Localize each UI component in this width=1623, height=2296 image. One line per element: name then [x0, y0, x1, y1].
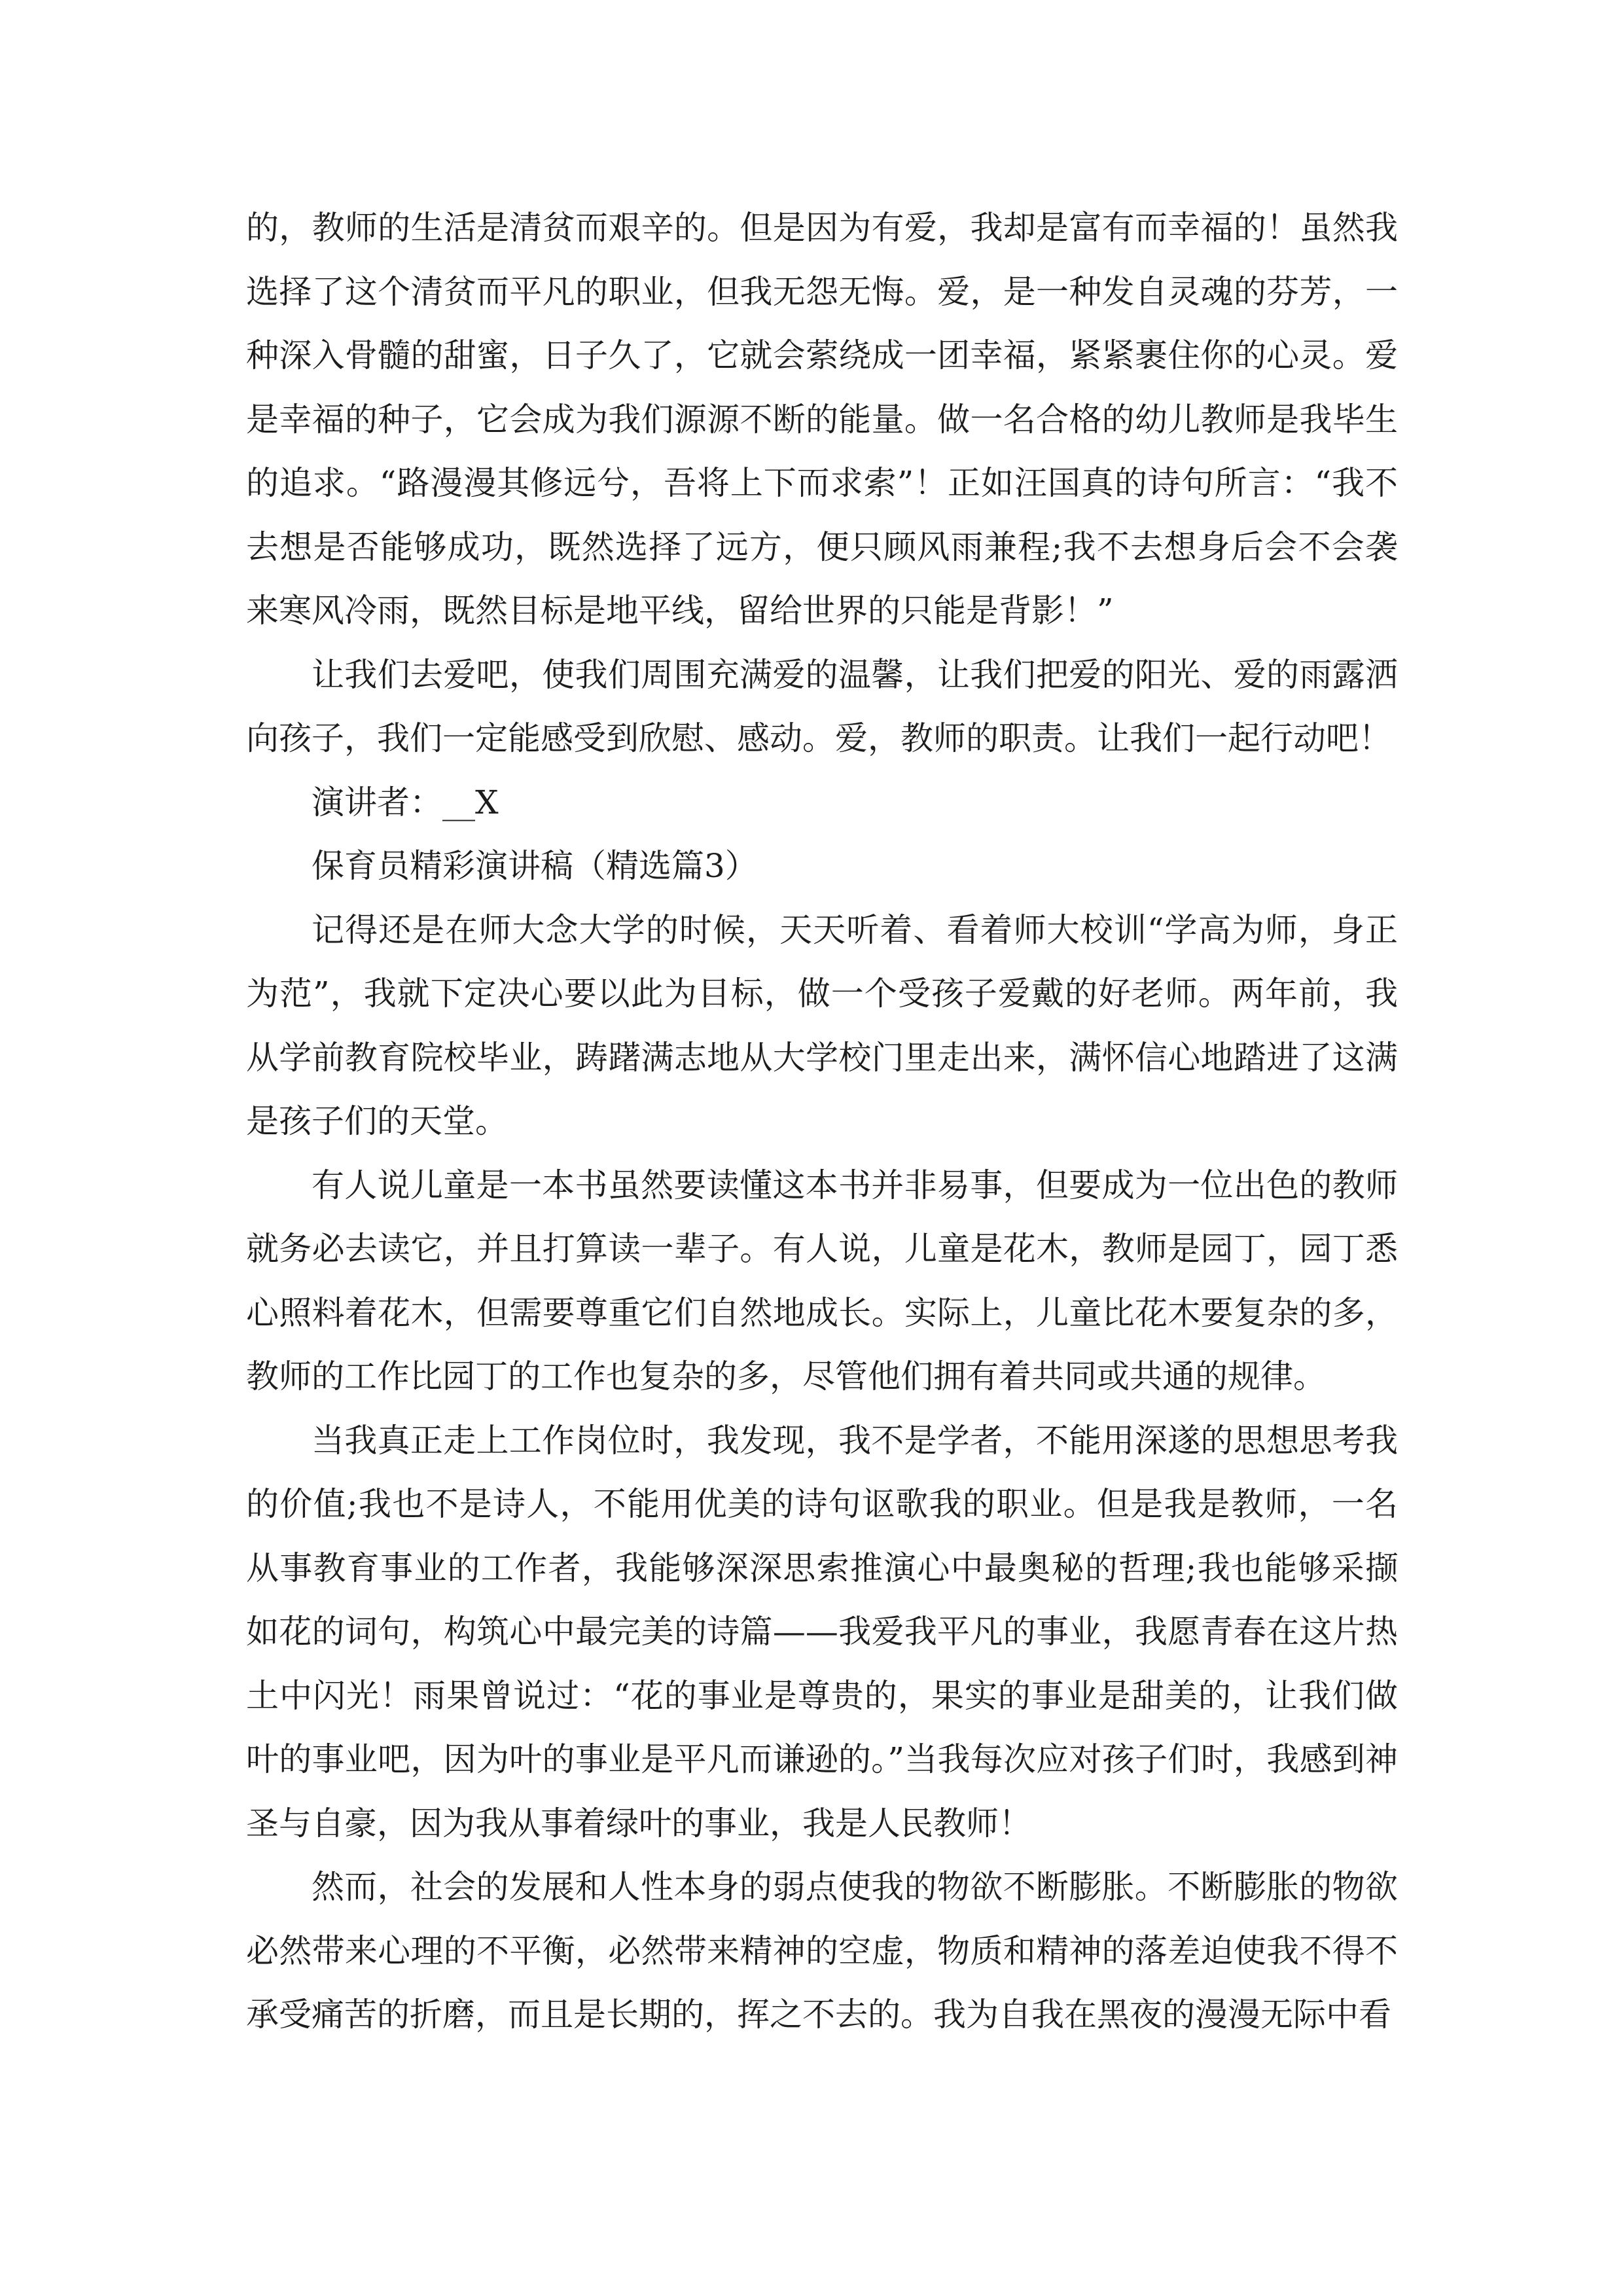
paragraph-love-call: 让我们去爱吧，使我们周围充满爱的温馨，让我们把爱的阳光、爱的雨露洒向孩子，我们一定能感受到欣慰、感动。爱，教师的职责。让我们一起行动吧！: [246, 655, 1398, 757]
section-title: 保育员精彩演讲稿（精选篇3）: [312, 847, 758, 885]
document-body: [246, 196, 1398, 2047]
speaker-line: 演讲者：__X: [312, 783, 499, 821]
paragraph-children-book: 有人说儿童是一本书虽然要读懂这本书并非易事，但要成为一位出色的教师就务必去读它，并且打算读一辈子。有人说，儿童是花木，教师是园丁，园丁悉心照料着花木，但需要尊重它们自然地成长。实际上，儿童比花木要复杂的多，教师的工作比园丁的工作也复杂的多，尽管他们拥有着共同或共通的规律。: [246, 1166, 1398, 1395]
paragraph-university: 记得还是在师大念大学的时候，天天听着、看着师大校训“学高为师，身正为范”，我就下定决心要以此为目标，做一个受孩子爱戴的好老师。两年前，我从学前教育院校毕业，踌躇满志地从大学校门里走出来，满怀信心地踏进了这满是孩子们的天堂。: [246, 910, 1398, 1140]
paragraph-teacher-value: 当我真正走上工作岗位时，我发现，我不是学者，不能用深遂的思想思考我的价值;我也不是诗人，不能用优美的诗句讴歌我的职业。但是我是教师，一名从事教育事业的工作者，我能够深深思索推演心中最奥秘的哲理;我也能够采撷如花的词句，构筑心中最完美的诗篇——我爱我平凡的事业，我愿青春在这片热土中闪光！雨果曾说过：“花的事业是尊贵的，果实的事业是甜美的，让我们做叶的事业吧，因为叶的事业是平凡而谦逊的。”当我每次应对孩子们时，我感到神圣与自豪，因为我从事着绿叶的事业，我是人民教师！: [246, 1421, 1398, 1842]
paragraph-desire: 然而，社会的发展和人性本身的弱点使我的物欲不断膨胀。不断膨胀的物欲必然带来心理的不平衡，必然带来精神的空虚，物质和精神的落差迫使我不得不承受痛苦的折磨，而且是长期的，挥之不去的。我为自我在黑夜的漫漫无际中看: [246, 1868, 1398, 2034]
paragraph-continued: 的，教师的生活是清贫而艰辛的。但是因为有爱，我却是富有而幸福的！虽然我选择了这个清贫而平凡的职业，但我无怨无悔。爱，是一种发自灵魂的芬芳，一种深入骨髓的甜蜜，日子久了，它就会萦绕成一团幸福，紧紧裹住你的心灵。爱是幸福的种子，它会成为我们源源不断的能量。做一名合格的幼儿教师是我毕生的追求。“路漫漫其修远兮，吾将上下而求索”！正如汪国真的诗句所言：“我不去想是否能够成功，既然选择了远方，便只顾风雨兼程;我不去想身后会不会袭来寒风冷雨，既然目标是地平线，留给世界的只能是背影！”: [246, 209, 1398, 630]
